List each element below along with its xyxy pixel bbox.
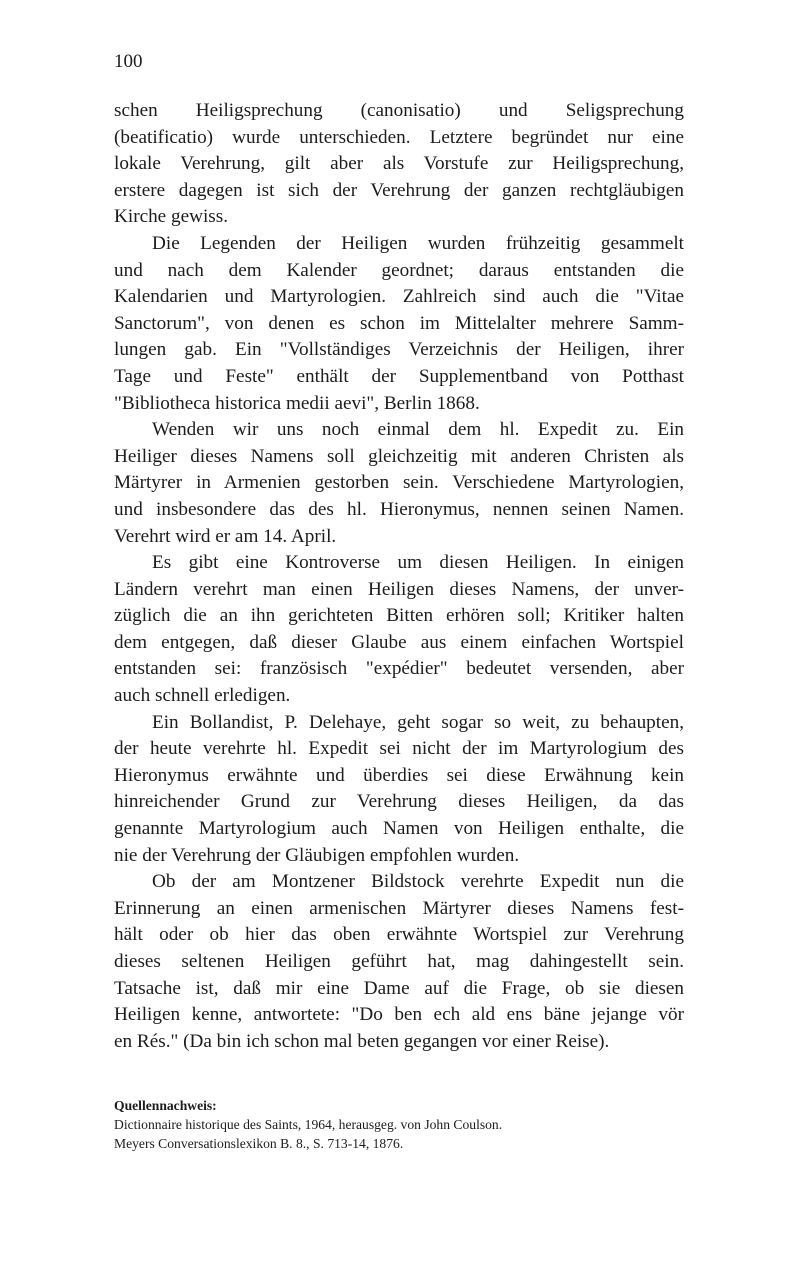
text-line: Ländern verehrt man einen Heiligen dieses Namens, der unver- xyxy=(114,578,684,600)
paragraph xyxy=(114,869,684,1055)
text-line: Verehrt wird er am 14. April. xyxy=(114,525,337,547)
text-line: Heiligen kenne, antwortete: "Do ben ech ald ens bäne jejange vör xyxy=(114,1004,684,1026)
text-line: lungen gab. Ein "Vollständiges Verzeichnis der Heiligen, ihrer xyxy=(114,339,684,361)
text-line: Kirche gewiss. xyxy=(114,206,229,228)
text-line: und nach dem Kalender geordnet; daraus entstanden die xyxy=(114,259,684,281)
text-line: dem entgegen, daß dieser Glaube aus einem einfachen Wortspiel xyxy=(114,631,684,653)
text-line: Sanctorum", von denen es schon im Mittelalter mehrere Samm- xyxy=(114,312,684,334)
text-line: Erinnerung an einen armenischen Märtyrer dieses Namens fest- xyxy=(114,897,684,919)
text-line: en Rés." (Da bin ich schon mal beten gegangen vor einer Reise). xyxy=(114,1030,610,1052)
text-line: hinreichender Grund zur Verehrung dieses Heiligen, da das xyxy=(114,791,684,813)
paragraph xyxy=(114,98,684,231)
text-line: Ob der am Montzener Bildstock verehrte Expedit nun die xyxy=(152,871,684,893)
text-line: Tage und Feste" enthält der Supplementband von Potthast xyxy=(114,365,684,387)
text-line: und insbesondere das des hl. Hieronymus, nennen seinen Namen. xyxy=(114,498,684,520)
text-line: Märtyrer in Armenien gestorben sein. Verschiedene Martyrologien, xyxy=(114,472,684,494)
text-line: nie der Verehrung der Gläubigen empfohlen wurden. xyxy=(114,844,520,866)
text-line: entstanden sei: französisch "expédier" bedeutet versenden, aber xyxy=(114,658,684,680)
text-line: (beatificatio) wurde unterschieden. Letztere begründet nur eine xyxy=(114,126,684,148)
text-line: Tatsache ist, daß mir eine Dame auf die Frage, ob sie diesen xyxy=(114,977,684,999)
text-line: der heute verehrte hl. Expedit sei nicht der im Martyrologium des xyxy=(114,738,684,760)
text-line: lokale Verehrung, gilt aber als Vorstufe zur Heiligsprechung, xyxy=(114,153,684,175)
sources-section xyxy=(114,1096,674,1153)
text-line: Wenden wir uns noch einmal dem hl. Expedit zu. Ein xyxy=(152,419,684,441)
paragraph xyxy=(114,710,684,870)
text-line: auch schnell erledigen. xyxy=(114,685,291,707)
text-line: Kalendarien und Martyrologien. Zahlreich sind auch die "Vitae xyxy=(114,286,684,308)
text-line: hält oder ob hier das oben erwähnte Wortspiel zur Verehrung xyxy=(114,924,684,946)
paragraph xyxy=(114,550,684,710)
text-line: Es gibt eine Kontroverse um diesen Heiligen. In einigen xyxy=(152,552,684,574)
text-line: genannte Martyrologium auch Namen von Heiligen enthalte, die xyxy=(114,818,684,840)
page-number: 100 xyxy=(114,51,143,72)
paragraph xyxy=(114,417,684,550)
text-line: "Bibliotheca historica medii aevi", Berlin 1868. xyxy=(114,392,480,414)
text-line: Ein Bollandist, P. Delehaye, geht sogar so weit, zu behaupten, xyxy=(152,711,684,733)
text-line: züglich die an ihn gerichteten Bitten erhören soll; Kritiker halten xyxy=(114,605,684,627)
text-line: Hieronymus erwähnte und überdies sei diese Erwähnung kein xyxy=(114,764,684,786)
body-text xyxy=(114,98,684,1055)
text-line: erstere dagegen ist sich der Verehrung der ganzen rechtgläubigen xyxy=(114,179,684,201)
text-line: schen Heiligsprechung (canonisatio) und Seligsprechung xyxy=(114,100,684,121)
source-entry: Meyers Conversationslexikon B. 8., S. 713-14, 1876. xyxy=(114,1136,404,1151)
sources-heading: Quellennachweis: xyxy=(114,1098,217,1113)
text-line: Die Legenden der Heiligen wurden frühzeitig gesammelt xyxy=(152,232,684,254)
source-entry: Dictionnaire historique des Saints, 1964, herausgeg. von John Coulson. xyxy=(114,1117,503,1132)
text-line: Heiliger dieses Namens soll gleichzeitig mit anderen Christen als xyxy=(114,445,684,467)
text-line: dieses seltenen Heiligen geführt hat, mag dahingestellt sein. xyxy=(114,951,684,972)
paragraph xyxy=(114,231,684,417)
